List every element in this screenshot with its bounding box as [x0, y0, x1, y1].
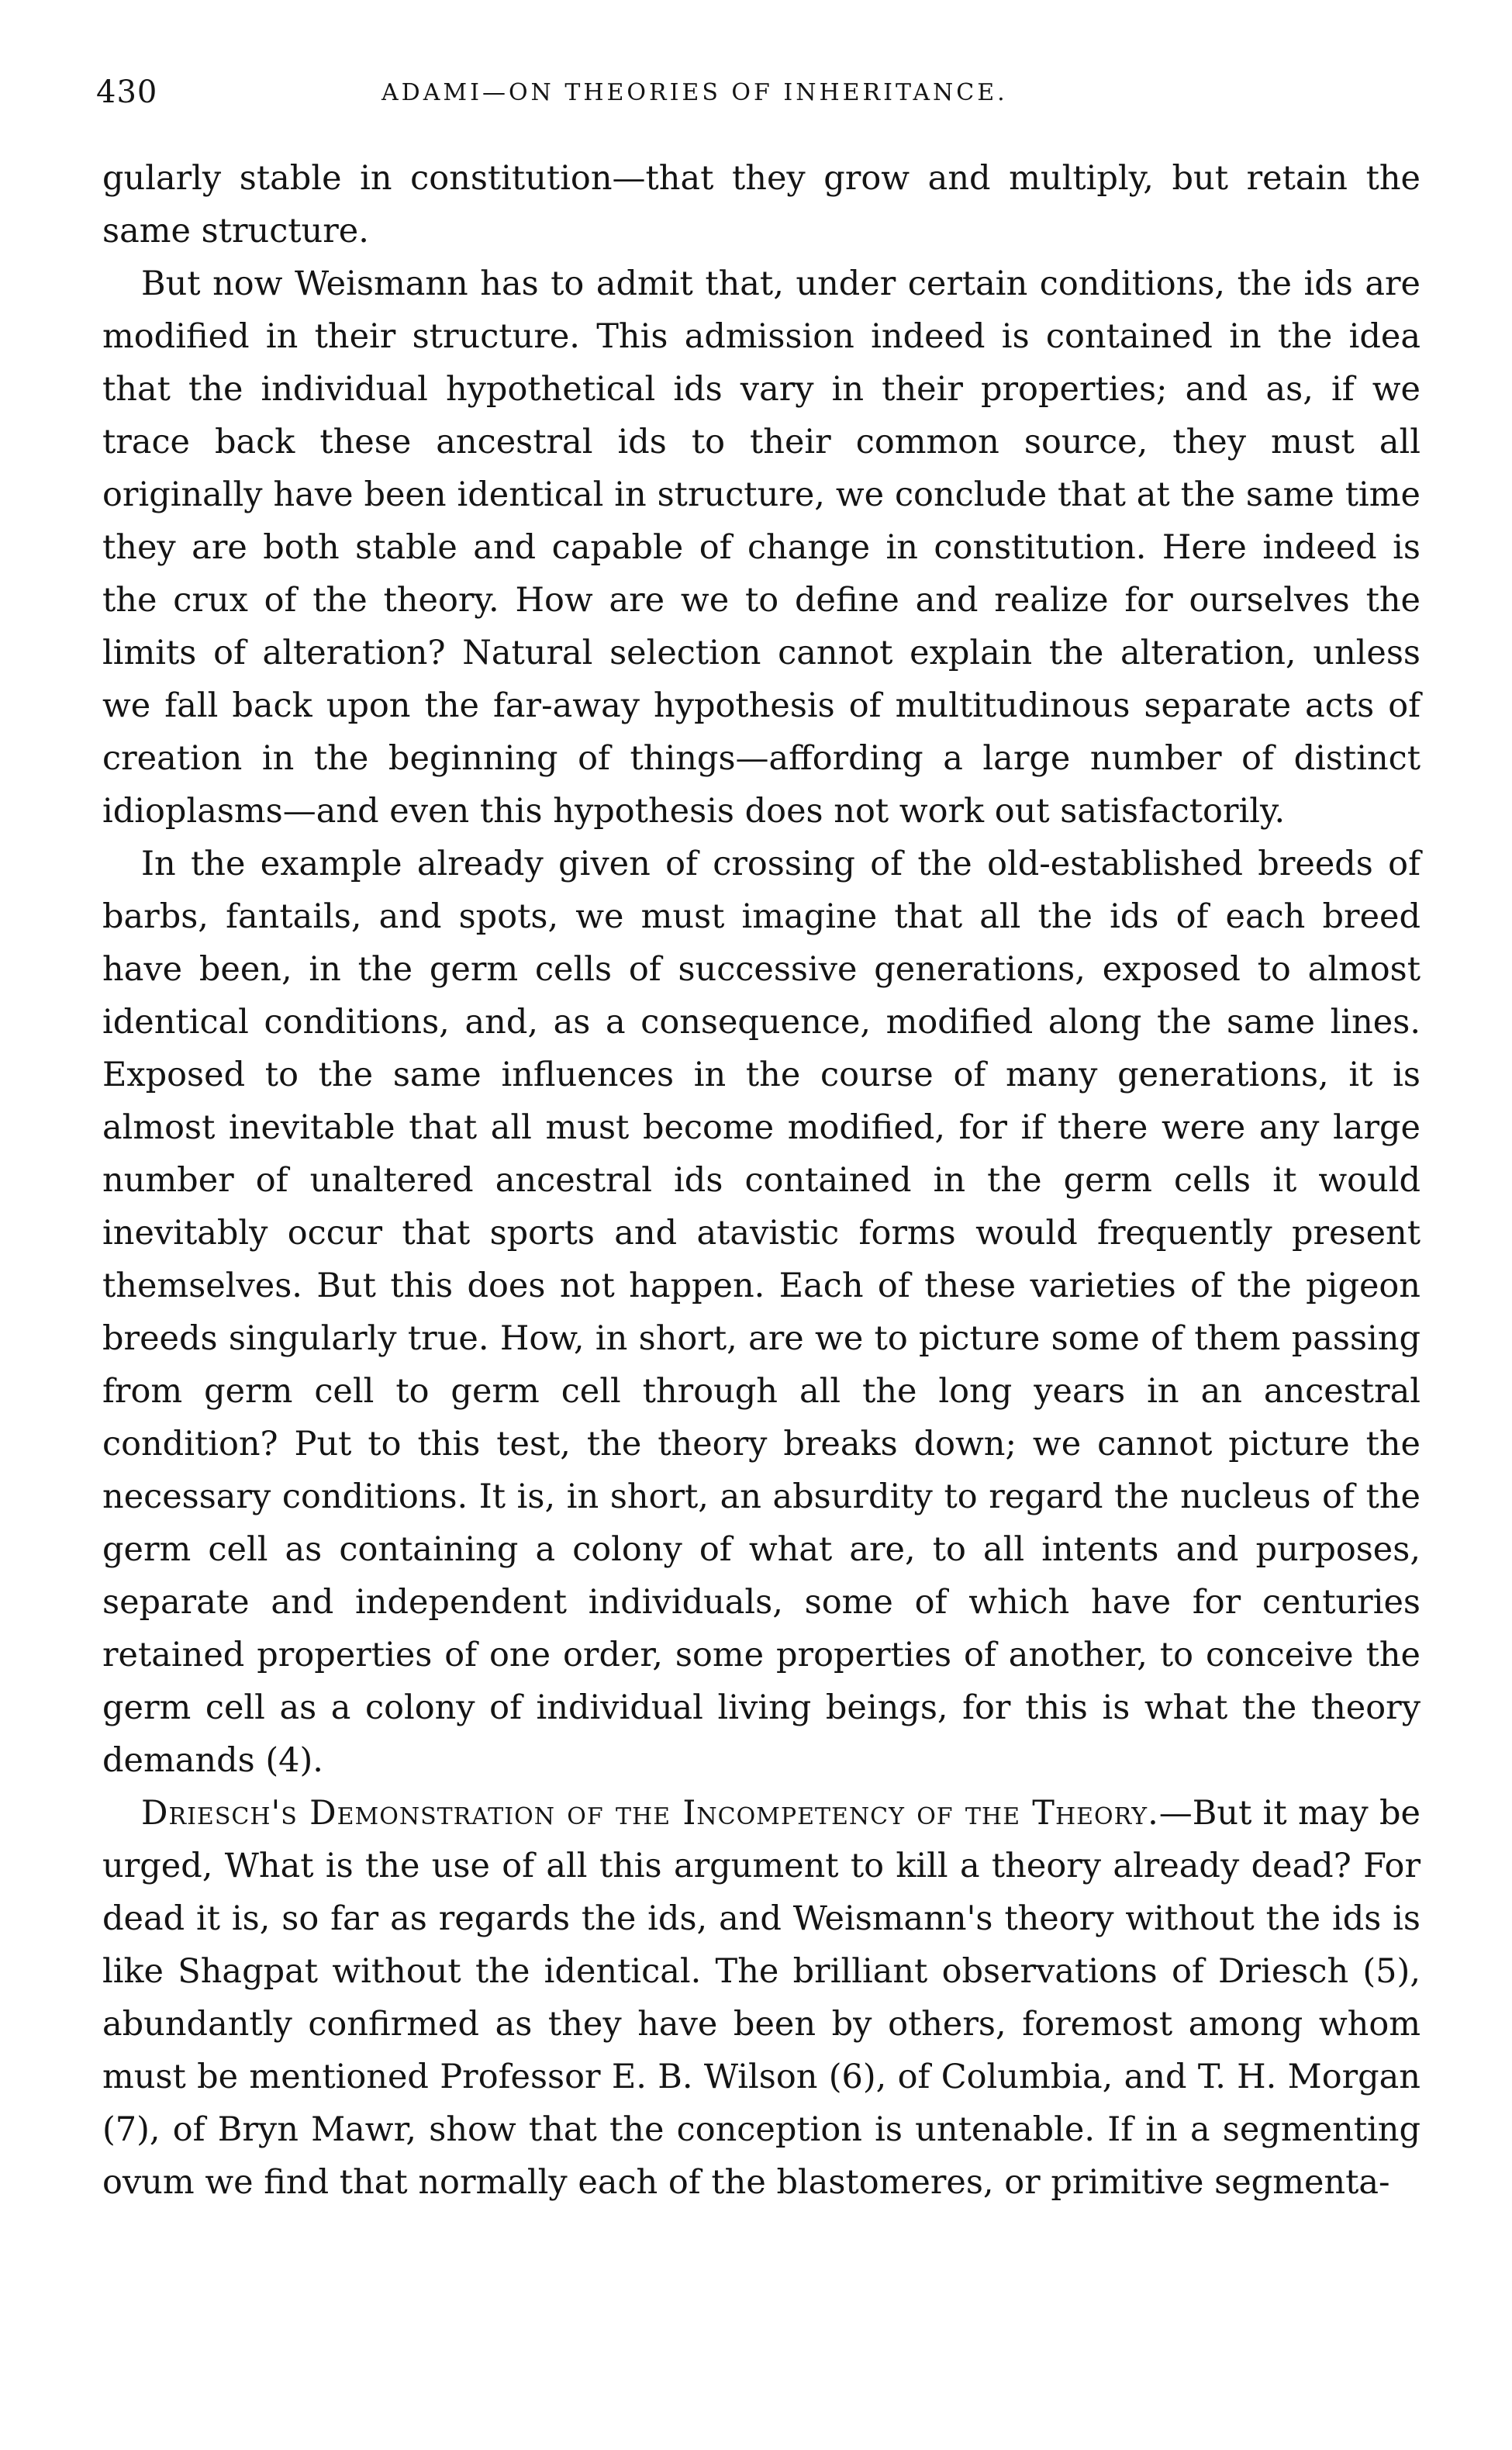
- running-head: [96, 74, 1421, 121]
- running-title: ADAMI—ON THEORIES OF INHERITANCE.: [381, 79, 1008, 106]
- section-heading: Driesch's Demonstration of the Incompetency of the Theory.: [141, 1794, 1159, 1833]
- section-text: —But it may be urged, What is the use of all this argument to kill a theory already dead? For dead it is, so far as regards the ids, and Weismann's theory without the ids is like Shagpat without the identical. The brilliant observations of Driesch (5), abundantly confirmed as they have been by others, foremost among whom must be mentioned Professor E. B. Wilson (6), of Columbia, and T. H. Morgan (7), of Bryn Mawr, show that the conception is untenable. If in a segmenting ovum we find that normally each of the blastomeres, or primitive segmenta-: [102, 1794, 1421, 2202]
- page: [96, 74, 1421, 2209]
- page-number: 430: [96, 74, 158, 110]
- body-text: [102, 152, 1421, 2209]
- paragraph-weismann-ids: But now Weismann has to admit that, under certain conditions, the ids are modified in their structure. This admission indeed is contained in the idea that the individual hypothetical ids vary in their properties; and as, if we trace back these ancestral ids to their common source, they must all originally have been identical in structure, we conclude that at the same time they are both stable and capable of change in constitution. Here indeed is the crux of the theory. How are we to define and realize for ourselves the limits of alteration? Natural selection cannot explain the alteration, unless we fall back upon the far-away hypothesis of multitudinous separate acts of creation in the beginning of things—affording a large number of distinct idioplasms—and even this hypothesis does not work out satisfactorily.: [102, 264, 1421, 831]
- paragraph-continuation: gularly stable in constitution—that they grow and multiply, but retain the same structure.: [102, 159, 1421, 251]
- paragraph-pigeon-breeds: In the example already given of crossing of the old-established breeds of barbs, fantails, and spots, we must imagine that all the ids of each breed have been, in the germ cells of successive generations, exposed to almost identical conditions, and, as a consequence, modified along the same lines. Exposed to the same influences in the course of many generations, it is almost inevitable that all must become modified, for if there were any large number of unaltered ancestral ids contained in the germ cells it would inevitably occur that sports and atavistic forms would frequently present themselves. But this does not happen. Each of these varieties of the pigeon breeds singularly true. How, in short, are we to picture some of them passing from germ cell to germ cell through all the long years in an ancestral condition? Put to this test, the theory breaks down; we cannot picture the necessary conditions. It is, in short, an absurdity to regard the nucleus of the germ cell as containing a colony of what are, to all intents and purposes, separate and independent individuals, some of which have for centuries retained properties of one order, some properties of another, to conceive the germ cell as a colony of individual living beings, for this is what the theory demands (4).: [102, 845, 1421, 1780]
- paragraph-driesch-section: [102, 1787, 1421, 2209]
